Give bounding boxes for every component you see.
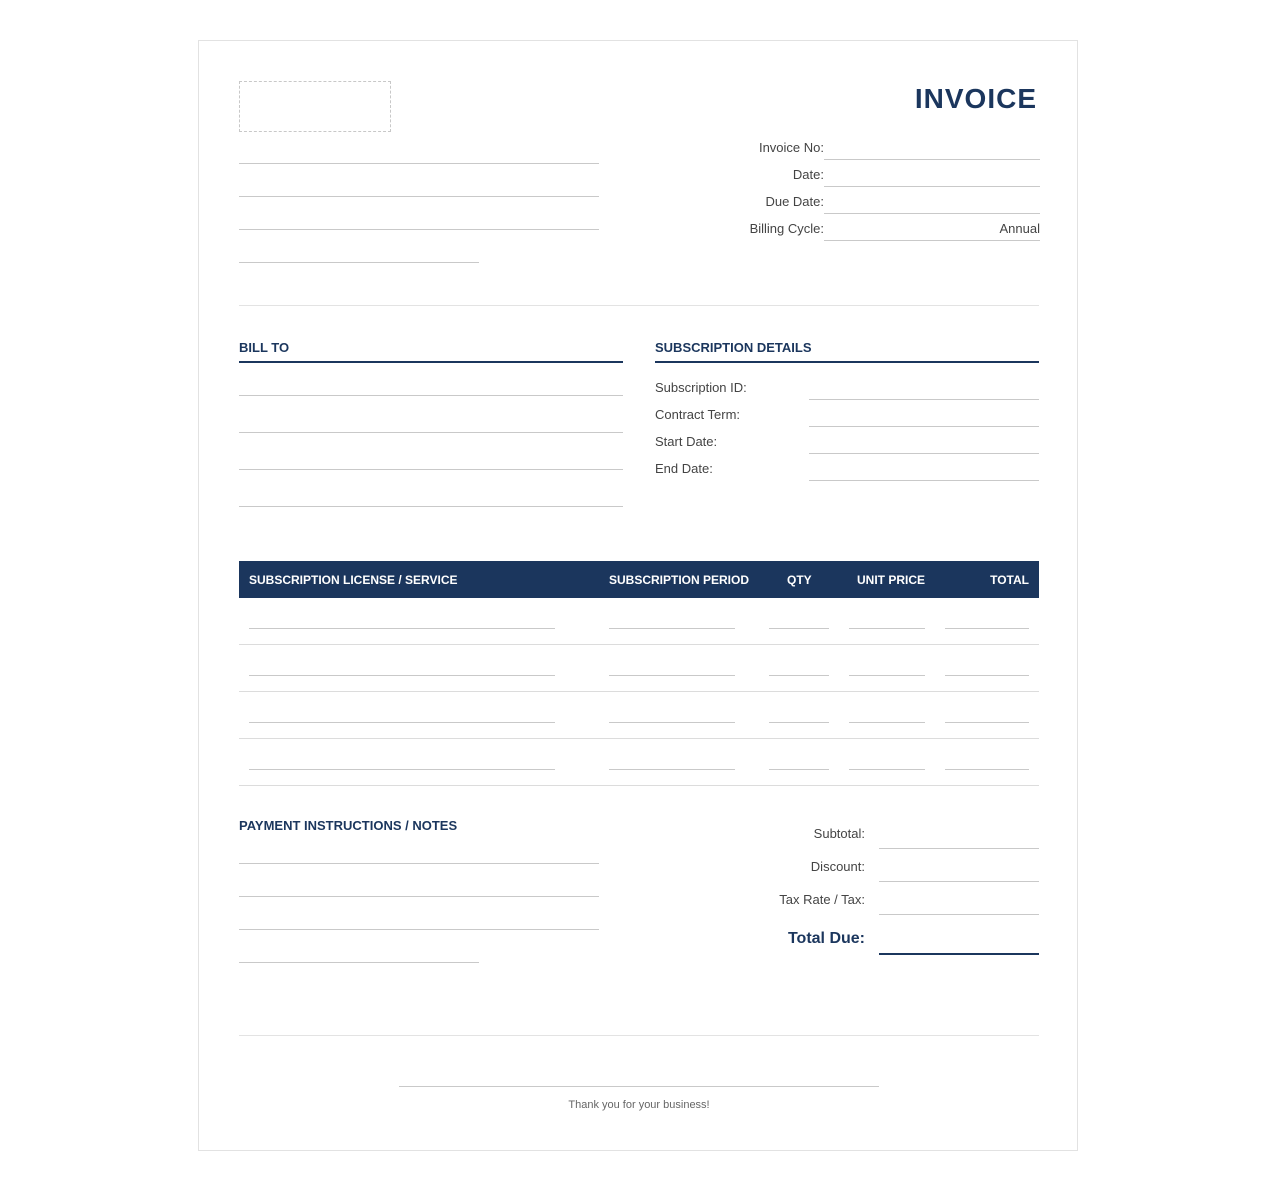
due-date-field[interactable] — [824, 213, 1040, 214]
header-divider — [239, 305, 1039, 306]
bill-to-line-4[interactable] — [239, 506, 623, 507]
invoice-title: INVOICE — [914, 83, 1037, 114]
col-header-service: SUBSCRIPTION LICENSE / SERVICE — [249, 573, 458, 587]
invoice-no-label: Invoice No: — [758, 140, 824, 155]
row-3-service-field[interactable] — [249, 722, 555, 723]
end-date-field[interactable] — [809, 480, 1039, 481]
row-3-qty-field[interactable] — [769, 722, 829, 723]
subscription-details-rule — [655, 361, 1039, 363]
discount-label: Discount: — [810, 859, 865, 874]
row-2-service-field[interactable] — [249, 675, 555, 676]
footer-divider — [239, 1035, 1039, 1036]
bill-to-line-1[interactable] — [239, 395, 623, 396]
row-1-qty-field[interactable] — [769, 628, 829, 629]
notes-line-3[interactable] — [239, 929, 599, 930]
col-header-qty: QTY — [787, 573, 812, 587]
logo-placeholder[interactable] — [239, 81, 391, 132]
row-1-period-field[interactable] — [609, 628, 735, 629]
row-4-unit-price-field[interactable] — [849, 769, 925, 770]
company-line-3[interactable] — [239, 229, 599, 230]
subtotal-field[interactable] — [879, 848, 1039, 849]
company-line-1[interactable] — [239, 163, 599, 164]
subscription-id-label: Subscription ID: — [655, 380, 747, 395]
row-1-unit-price-field[interactable] — [849, 628, 925, 629]
invoice-no-field[interactable] — [824, 159, 1040, 160]
col-header-period: SUBSCRIPTION PERIOD — [609, 573, 750, 587]
bill-to-heading: BILL TO — [239, 340, 290, 355]
tax-label: Tax Rate / Tax: — [779, 892, 865, 907]
row-4-qty-field[interactable] — [769, 769, 829, 770]
row-2-unit-price-field[interactable] — [849, 675, 925, 676]
row-separator — [239, 785, 1039, 786]
row-separator — [239, 738, 1039, 739]
date-field[interactable] — [824, 186, 1040, 187]
contract-term-label: Contract Term: — [655, 407, 741, 422]
row-4-period-field[interactable] — [609, 769, 735, 770]
date-label: Date: — [792, 167, 824, 182]
bill-to-line-3[interactable] — [239, 469, 623, 470]
col-header-unit-price: UNIT PRICE — [857, 573, 926, 587]
bill-to-line-2[interactable] — [239, 432, 623, 433]
row-3-unit-price-field[interactable] — [849, 722, 925, 723]
total-due-field[interactable] — [879, 953, 1039, 955]
row-1-service-field[interactable] — [249, 628, 555, 629]
tax-field[interactable] — [879, 914, 1039, 915]
invoice-page — [198, 40, 1078, 1151]
discount-field[interactable] — [879, 881, 1039, 882]
row-2-period-field[interactable] — [609, 675, 735, 676]
line-items-table-header — [239, 561, 1039, 598]
total-due-label: Total Due: — [787, 930, 865, 947]
row-3-total-field[interactable] — [945, 722, 1029, 723]
billing-cycle-label: Billing Cycle: — [749, 221, 824, 236]
company-line-4[interactable] — [239, 262, 479, 263]
notes-line-1[interactable] — [239, 863, 599, 864]
notes-line-2[interactable] — [239, 896, 599, 897]
contract-term-field[interactable] — [809, 426, 1039, 427]
payment-notes-heading: PAYMENT INSTRUCTIONS / NOTES — [239, 818, 458, 833]
row-2-total-field[interactable] — [945, 675, 1029, 676]
billing-cycle-value: Annual — [999, 221, 1040, 236]
col-header-total: TOTAL — [990, 573, 1029, 587]
row-separator — [239, 691, 1039, 692]
row-4-service-field[interactable] — [249, 769, 555, 770]
row-3-period-field[interactable] — [609, 722, 735, 723]
start-date-field[interactable] — [809, 453, 1039, 454]
row-1-total-field[interactable] — [945, 628, 1029, 629]
thank-you-text: Thank you for your business! — [568, 1099, 710, 1111]
notes-line-4[interactable] — [239, 962, 479, 963]
start-date-label: Start Date: — [655, 434, 718, 449]
row-4-total-field[interactable] — [945, 769, 1029, 770]
due-date-label: Due Date: — [765, 194, 824, 209]
row-2-qty-field[interactable] — [769, 675, 829, 676]
subscription-details-heading: SUBSCRIPTION DETAILS — [655, 340, 812, 355]
bill-to-rule — [239, 361, 623, 363]
subscription-id-field[interactable] — [809, 399, 1039, 400]
row-separator — [239, 644, 1039, 645]
subtotal-label: Subtotal: — [813, 826, 865, 841]
company-line-2[interactable] — [239, 196, 599, 197]
signature-line[interactable] — [399, 1086, 879, 1087]
billing-cycle-field[interactable] — [824, 240, 1040, 241]
end-date-label: End Date: — [655, 461, 713, 476]
